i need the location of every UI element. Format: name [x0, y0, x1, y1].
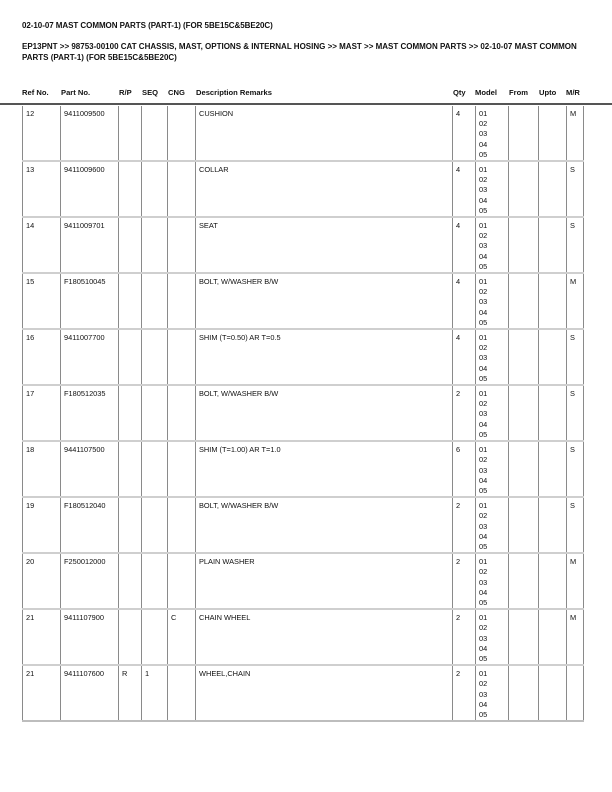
model-code: 03 — [479, 185, 488, 195]
model-code: 03 — [479, 689, 488, 699]
part-no-cell: 9411007700 — [61, 329, 119, 385]
model-code: 02 — [479, 287, 488, 297]
model-cell — [476, 441, 509, 497]
description-cell: SEAT — [196, 217, 453, 273]
cng-cell — [168, 441, 196, 497]
from-cell — [509, 609, 539, 665]
rp-cell — [119, 329, 142, 385]
cng-cell — [168, 106, 196, 161]
qty-cell: 6 — [453, 441, 476, 497]
model-code: 04 — [479, 587, 488, 597]
mr-cell: S — [567, 497, 584, 553]
part-no-cell: F180512040 — [61, 497, 119, 553]
mr-cell: M — [567, 273, 584, 329]
upto-cell — [539, 665, 567, 721]
mr-cell: M — [567, 609, 584, 665]
header-seq: SEQ — [142, 88, 159, 97]
from-cell — [509, 273, 539, 329]
header-description: Description Remarks — [196, 88, 272, 97]
seq-cell — [142, 273, 168, 329]
qty-cell: 4 — [453, 217, 476, 273]
model-code: 01 — [479, 109, 488, 118]
qty-cell: 4 — [453, 273, 476, 329]
part-no-cell: F180510045 — [61, 273, 119, 329]
qty-cell: 2 — [453, 609, 476, 665]
model-cell — [476, 106, 509, 161]
table-row — [23, 497, 584, 553]
model-cell — [476, 161, 509, 217]
model-code: 02 — [479, 511, 488, 521]
table-row — [23, 665, 584, 721]
model-code: 03 — [479, 409, 488, 419]
table-row — [23, 273, 584, 329]
model-code: 02 — [479, 399, 488, 409]
model-code: 02 — [479, 175, 488, 185]
mr-cell: M — [567, 106, 584, 161]
upto-cell — [539, 329, 567, 385]
rp-cell — [119, 497, 142, 553]
parts-table-body — [23, 106, 584, 721]
mr-cell: S — [567, 441, 584, 497]
part-no-cell: 9411107600 — [61, 665, 119, 721]
seq-cell — [142, 329, 168, 385]
mr-cell: S — [567, 329, 584, 385]
part-no-cell: F180512035 — [61, 385, 119, 441]
description-cell: SHIM (T=1.00) AR T=1.0 — [196, 441, 453, 497]
seq-cell: 1 — [142, 665, 168, 721]
table-header — [0, 88, 612, 100]
header-part-no: Part No. — [61, 88, 91, 97]
qty-cell: 4 — [453, 106, 476, 161]
upto-cell — [539, 441, 567, 497]
model-cell — [476, 553, 509, 609]
model-cell — [476, 609, 509, 665]
seq-cell — [142, 385, 168, 441]
table-row — [23, 217, 584, 273]
model-code: 03 — [479, 465, 488, 475]
model-code: 02 — [479, 623, 488, 633]
ref-no-cell: 12 — [23, 106, 61, 161]
model-code: 02 — [479, 455, 488, 465]
model-code: 01 — [479, 557, 488, 567]
model-code: 02 — [479, 343, 488, 353]
model-code: 02 — [479, 679, 488, 689]
from-cell — [509, 665, 539, 721]
model-cell — [476, 273, 509, 329]
page-title: 02-10-07 MAST COMMON PARTS (PART-1) (FOR 5BE15C&5BE20C) — [22, 21, 273, 30]
model-code: 04 — [479, 139, 488, 149]
upto-cell — [539, 497, 567, 553]
model-code: 01 — [479, 445, 488, 455]
part-no-cell: F250012000 — [61, 553, 119, 609]
ref-no-cell: 20 — [23, 553, 61, 609]
rp-cell — [119, 161, 142, 217]
from-cell — [509, 385, 539, 441]
description-cell: CUSHION — [196, 106, 453, 161]
rp-cell — [119, 217, 142, 273]
model-code: 04 — [479, 419, 488, 429]
from-cell — [509, 441, 539, 497]
model-code: 03 — [479, 297, 488, 307]
parts-table — [22, 106, 584, 722]
model-code: 02 — [479, 231, 488, 241]
model-code: 04 — [479, 307, 488, 317]
model-code: 05 — [479, 709, 488, 719]
header-qty: Qty — [453, 88, 466, 97]
part-no-cell: 9411009600 — [61, 161, 119, 217]
model-code: 04 — [479, 475, 488, 485]
qty-cell: 2 — [453, 665, 476, 721]
upto-cell — [539, 609, 567, 665]
model-code: 04 — [479, 531, 488, 541]
seq-cell — [142, 497, 168, 553]
model-code: 05 — [479, 597, 488, 607]
ref-no-cell: 21 — [23, 609, 61, 665]
model-code: 03 — [479, 521, 488, 531]
model-code: 01 — [479, 333, 488, 343]
model-code: 05 — [479, 373, 488, 383]
model-code: 05 — [479, 653, 488, 663]
ref-no-cell: 21 — [23, 665, 61, 721]
seq-cell — [142, 609, 168, 665]
table-row — [23, 553, 584, 609]
description-cell: BOLT, W/WASHER B/W — [196, 497, 453, 553]
model-code: 05 — [479, 205, 488, 215]
part-no-cell: 9411009500 — [61, 106, 119, 161]
model-code: 01 — [479, 165, 488, 175]
rp-cell: R — [119, 665, 142, 721]
cng-cell — [168, 385, 196, 441]
description-cell: CHAIN WHEEL — [196, 609, 453, 665]
model-code: 04 — [479, 195, 488, 205]
seq-cell — [142, 553, 168, 609]
model-code: 03 — [479, 577, 488, 587]
qty-cell: 2 — [453, 385, 476, 441]
model-code: 04 — [479, 251, 488, 261]
model-code: 02 — [479, 567, 488, 577]
model-cell — [476, 217, 509, 273]
upto-cell — [539, 553, 567, 609]
model-code: 03 — [479, 129, 488, 139]
table-row — [23, 161, 584, 217]
header-divider — [0, 103, 612, 105]
breadcrumb: EP13PNT >> 98753-00100 CAT CHASSIS, MAST, OPTIONS & INTERNAL HOSING >> MAST >> MAST COMMON PARTS >> 02-10-07 MAST COMMON PARTS (PART-1) (FOR 5BE15C&5BE20C) — [22, 42, 577, 62]
header-from: From — [509, 88, 528, 97]
model-cell — [476, 497, 509, 553]
rp-cell — [119, 609, 142, 665]
model-code: 01 — [479, 501, 488, 511]
seq-cell — [142, 217, 168, 273]
part-no-cell: 9411107900 — [61, 609, 119, 665]
mr-cell: S — [567, 217, 584, 273]
mr-cell: S — [567, 385, 584, 441]
upto-cell — [539, 106, 567, 161]
rp-cell — [119, 106, 142, 161]
model-code: 04 — [479, 643, 488, 653]
ref-no-cell: 17 — [23, 385, 61, 441]
model-code: 03 — [479, 353, 488, 363]
ref-no-cell: 14 — [23, 217, 61, 273]
mr-cell: S — [567, 161, 584, 217]
model-code: 01 — [479, 613, 488, 623]
model-code: 05 — [479, 541, 488, 551]
model-cell — [476, 665, 509, 721]
model-code: 04 — [479, 699, 488, 709]
table-row — [23, 385, 584, 441]
upto-cell — [539, 273, 567, 329]
header-upto: Upto — [539, 88, 557, 97]
from-cell — [509, 329, 539, 385]
seq-cell — [142, 161, 168, 217]
table-row — [23, 329, 584, 385]
rp-cell — [119, 385, 142, 441]
model-code: 01 — [479, 277, 488, 287]
ref-no-cell: 13 — [23, 161, 61, 217]
seq-cell — [142, 106, 168, 161]
upto-cell — [539, 217, 567, 273]
from-cell — [509, 217, 539, 273]
model-code: 03 — [479, 241, 488, 251]
qty-cell: 4 — [453, 161, 476, 217]
qty-cell: 4 — [453, 329, 476, 385]
qty-cell: 2 — [453, 497, 476, 553]
table-row — [23, 441, 584, 497]
header-cng: CNG — [168, 88, 185, 97]
qty-cell: 2 — [453, 553, 476, 609]
description-cell: BOLT, W/WASHER B/W — [196, 385, 453, 441]
model-code: 04 — [479, 363, 488, 373]
rp-cell — [119, 553, 142, 609]
description-cell: PLAIN WASHER — [196, 553, 453, 609]
description-cell: BOLT, W/WASHER B/W — [196, 273, 453, 329]
model-cell — [476, 329, 509, 385]
cng-cell: C — [168, 609, 196, 665]
ref-no-cell: 15 — [23, 273, 61, 329]
model-code: 05 — [479, 429, 488, 439]
cng-cell — [168, 497, 196, 553]
from-cell — [509, 553, 539, 609]
model-code: 05 — [479, 485, 488, 495]
from-cell — [509, 106, 539, 161]
rp-cell — [119, 441, 142, 497]
cng-cell — [168, 329, 196, 385]
mr-cell — [567, 665, 584, 721]
header-mr: M/R — [566, 88, 580, 97]
cng-cell — [168, 217, 196, 273]
cng-cell — [168, 273, 196, 329]
ref-no-cell: 16 — [23, 329, 61, 385]
seq-cell — [142, 441, 168, 497]
ref-no-cell: 19 — [23, 497, 61, 553]
rp-cell — [119, 273, 142, 329]
model-code: 02 — [479, 119, 488, 129]
model-code: 03 — [479, 633, 488, 643]
part-no-cell: 9441107500 — [61, 441, 119, 497]
ref-no-cell: 18 — [23, 441, 61, 497]
model-code: 01 — [479, 669, 488, 679]
header-model: Model — [475, 88, 497, 97]
cng-cell — [168, 161, 196, 217]
from-cell — [509, 497, 539, 553]
from-cell — [509, 161, 539, 217]
cng-cell — [168, 665, 196, 721]
part-no-cell: 9411009701 — [61, 217, 119, 273]
model-code: 01 — [479, 389, 488, 399]
table-row — [23, 609, 584, 665]
mr-cell: M — [567, 553, 584, 609]
header-rp: R/P — [119, 88, 132, 97]
upto-cell — [539, 385, 567, 441]
cng-cell — [168, 553, 196, 609]
model-code: 01 — [479, 221, 488, 231]
model-code: 05 — [479, 149, 488, 159]
model-code: 05 — [479, 261, 488, 271]
description-cell: WHEEL,CHAIN — [196, 665, 453, 721]
header-ref-no: Ref No. — [22, 88, 49, 97]
description-cell: SHIM (T=0.50) AR T=0.5 — [196, 329, 453, 385]
description-cell: COLLAR — [196, 161, 453, 217]
table-row — [23, 106, 584, 161]
model-code: 05 — [479, 317, 488, 327]
upto-cell — [539, 161, 567, 217]
model-cell — [476, 385, 509, 441]
